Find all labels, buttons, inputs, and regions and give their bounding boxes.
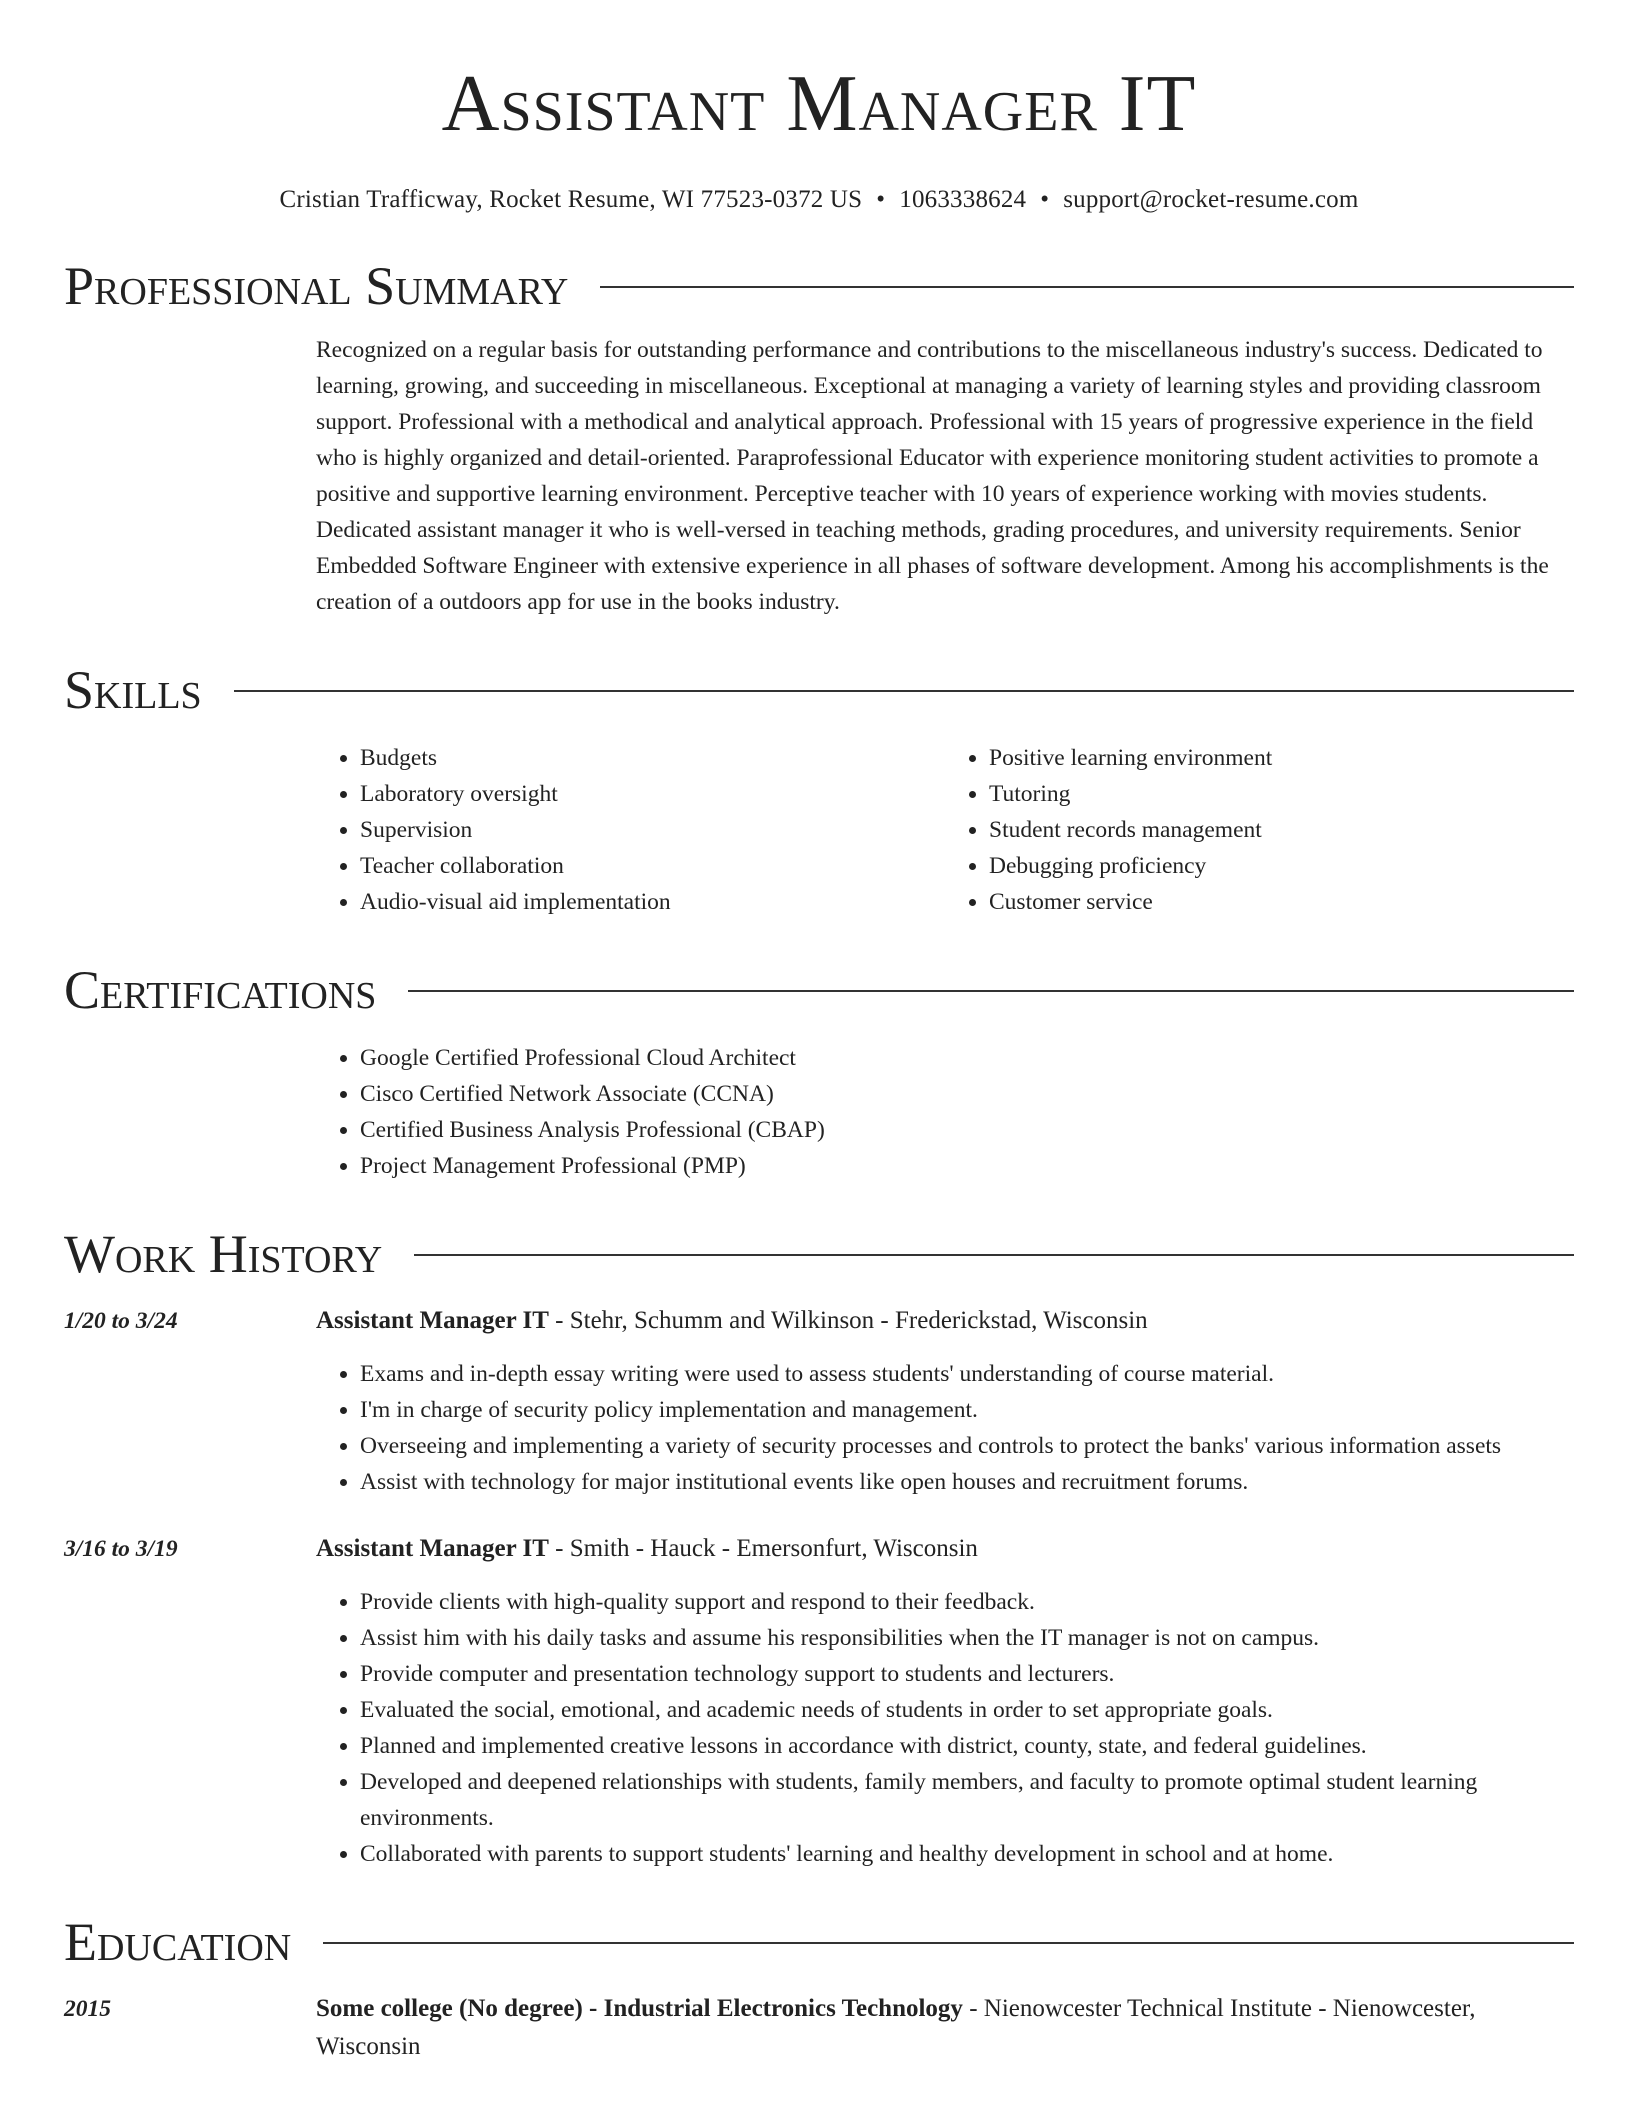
certification-item: • Google Certified Professional Cloud Architect — [360, 1040, 1574, 1076]
job-date: 1/20 to 3/24 — [64, 1308, 178, 1334]
skills-column-right — [945, 740, 1574, 920]
job-employer: - Stehr, Schumm and Wilkinson - Frederickstad, Wisconsin — [548, 1307, 1148, 1334]
certifications-section-header — [64, 958, 1574, 1022]
skill-item: • Laboratory oversight — [360, 776, 945, 812]
certifications-list — [316, 1040, 1574, 1184]
education-section-header — [64, 1910, 1574, 1974]
skill-item: • Budgets — [360, 740, 945, 776]
summary-section-title: Professional Summary — [64, 256, 569, 316]
job-bullet: • Assist with technology for major institutional events like open houses and recruitment forums. — [360, 1464, 1574, 1500]
job-bullet: • Evaluated the social, emotional, and academic needs of students in order to set appropriate goals. — [360, 1692, 1574, 1728]
job-role: Assistant Manager IT — [316, 1535, 549, 1562]
certification-item: • Project Management Professional (PMP) — [360, 1148, 1574, 1184]
section-divider — [600, 286, 1574, 288]
skill-item: • Debugging proficiency — [989, 848, 1574, 884]
job-bullet: • Collaborated with parents to support students' learning and healthy development in school and at home. — [360, 1836, 1574, 1872]
job-bullet: • Developed and deepened relationships with students, family members, and faculty to promote optimal student learning environments. — [360, 1764, 1574, 1836]
section-divider — [408, 990, 1574, 992]
summary-section-header — [64, 254, 1574, 318]
contact-phone: 1063338624 — [899, 186, 1027, 213]
certification-item: • Certified Business Analysis Professional (CBAP) — [360, 1112, 1574, 1148]
contact-line — [64, 184, 1574, 216]
job-bullet: • Planned and implemented creative lessons in accordance with district, county, state, and federal guidelines. — [360, 1728, 1574, 1764]
job-entry — [64, 1302, 1574, 1500]
work-section-header — [64, 1222, 1574, 1286]
resume-page — [64, 0, 1574, 2066]
summary-text: Recognized on a regular basis for outstanding performance and contributions to the miscellaneous industry's success. Dedicated to learning, growing, and succeeding in miscellaneous. Exceptional at managing a variety of learning styles and providing classroom support. Professional with a methodical and analytical approach. Professional with 15 years of progressive experience in the field who is highly organized and detail-oriented. Paraprofessional Educator with experience monitoring student activities to promote a positive and supportive learning environment. Perceptive teacher with 10 years of experience working with movies students. Dedicated assistant manager it who is well-versed in teaching methods, grading procedures, and university requirements. Senior Embedded Software Engineer with extensive experience in all phases of software development. Among his accomplishments is the creation of a outdoors app for use in the books industry. — [316, 337, 1549, 615]
certification-item: • Cisco Certified Network Associate (CCNA) — [360, 1076, 1574, 1112]
section-divider — [323, 1942, 1574, 1944]
job-employer: - Smith - Hauck - Emersonfurt, Wisconsin — [548, 1535, 978, 1562]
skills-section-title: Skills — [64, 660, 202, 720]
job-bullet: • Provide computer and presentation technology support to students and lecturers. — [360, 1656, 1574, 1692]
education-date: 2015 — [64, 1996, 111, 2022]
contact-email: support@rocket-resume.com — [1063, 186, 1359, 213]
job-role: Assistant Manager IT — [316, 1307, 549, 1334]
job-body — [316, 1302, 1574, 1500]
section-divider — [234, 690, 1574, 692]
certifications-bullets — [316, 1040, 1574, 1184]
job-bullets — [316, 1356, 1574, 1500]
education-section-title: Education — [64, 1912, 292, 1972]
skills-section-header — [64, 658, 1574, 722]
section-divider — [414, 1254, 1574, 1256]
skill-item: • Supervision — [360, 812, 945, 848]
job-title-line — [316, 1530, 1574, 1568]
skill-item: • Positive learning environment — [989, 740, 1574, 776]
skill-item: • Teacher collaboration — [360, 848, 945, 884]
work-section-title: Work History — [64, 1224, 383, 1284]
job-bullet: • Provide clients with high-quality support and respond to their feedback. — [360, 1584, 1574, 1620]
certifications-section-title: Certifications — [64, 960, 377, 1020]
contact-separator: • — [876, 186, 886, 213]
education-line — [316, 1990, 1574, 2066]
education-degree: Some college (No degree) - Industrial Electronics Technology — [316, 1995, 963, 2022]
job-date: 3/16 to 3/19 — [64, 1536, 178, 1562]
job-bullet: • Assist him with his daily tasks and assume his responsibilities when the IT manager is not on campus. — [360, 1620, 1574, 1656]
skill-item: • Audio-visual aid implementation — [360, 884, 945, 920]
education-body — [316, 1990, 1574, 2066]
skills-column-left — [316, 740, 945, 920]
job-title-line — [316, 1302, 1574, 1340]
job-entry — [64, 1530, 1574, 1872]
contact-address: Cristian Trafficway, Rocket Resume, WI 77523-0372 US — [279, 186, 863, 213]
job-bullet: • Overseeing and implementing a variety of security processes and controls to protect the banks' various information assets — [360, 1428, 1574, 1464]
job-body — [316, 1530, 1574, 1872]
skill-item: • Student records management — [989, 812, 1574, 848]
contact-separator: • — [1040, 186, 1050, 213]
skill-item: • Tutoring — [989, 776, 1574, 812]
education-entry — [64, 1990, 1574, 2066]
job-bullet: • I'm in charge of security policy implementation and management. — [360, 1392, 1574, 1428]
education-school: - Nienowcester Technical Institute - Nienowcester, Wisconsin — [316, 1995, 1476, 2060]
skill-item: • Customer service — [989, 884, 1574, 920]
job-bullets — [316, 1584, 1574, 1872]
skills-list — [316, 740, 1574, 920]
job-bullet: • Exams and in-depth essay writing were used to assess students' understanding of course material. — [360, 1356, 1574, 1392]
resume-name: Assistant Manager IT — [441, 60, 1197, 148]
